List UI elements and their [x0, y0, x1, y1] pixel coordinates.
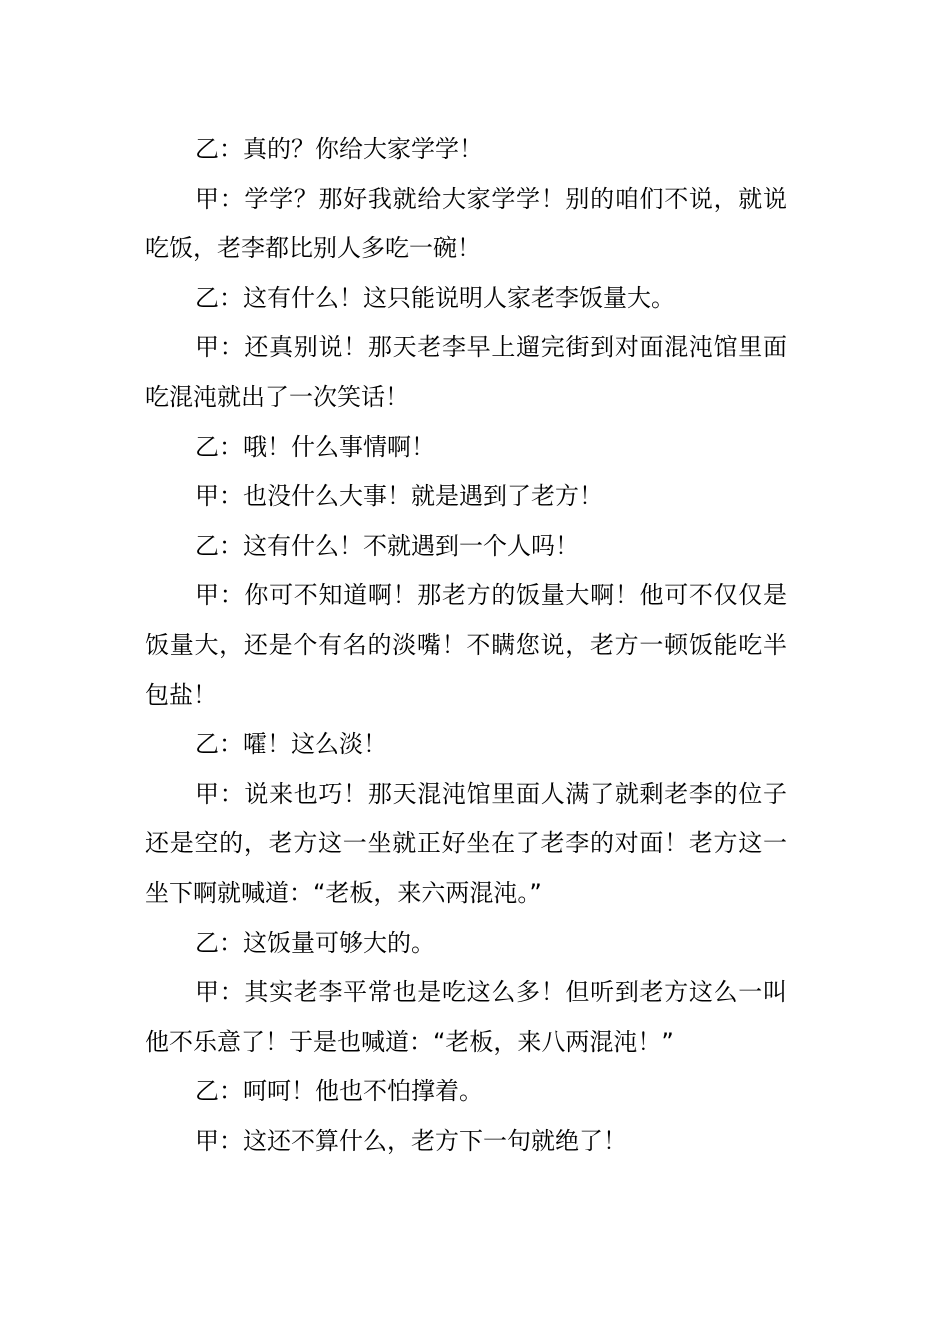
dialogue-paragraph: 乙：这有什么！这只能说明人家老李饭量大。	[195, 283, 675, 312]
dialogue-paragraph: 乙：哦！什么事情啊！	[195, 432, 435, 461]
dialogue-paragraph: 乙：真的？你给大家学学！	[195, 135, 483, 163]
dialogue-paragraph: 甲：学学？那好我就给大家学学！别的咱们不说，就说吃饭，老李都比别人多吃一碗！	[145, 184, 787, 263]
dialogue-paragraph: 甲：还真别说！那天老李早上遛完街到对面混沌馆里面吃混沌就出了一次笑话！	[145, 333, 787, 411]
dialogue-paragraph: 甲：其实老李平常也是吃这么多！但听到老方这么一叫他不乐意了！于是也喊道：“老板，来八两混沌！”	[145, 978, 787, 1056]
dialogue-paragraph: 甲：这还不算什么，老方下一句就绝了！	[195, 1126, 627, 1155]
document-page	[145, 125, 787, 1166]
dialogue-paragraph: 甲：你可不知道啊！那老方的饭量大啊！他可不仅仅是饭量大，还是个有名的淡嘴！不瞒您说，老方一顿饭能吃半包盐！	[145, 581, 787, 709]
dialogue-paragraph: 乙：嚯！这么淡！	[195, 730, 387, 759]
dialogue-paragraph: 甲：说来也巧！那天混沌馆里面人满了就剩老李的位子还是空的，老方这一坐就正好坐在了老李的对面！老方这一坐下啊就喊道：“老板，来六两混沌。”	[145, 779, 787, 907]
dialogue-paragraph: 乙：呵呵！他也不怕撑着。	[195, 1077, 483, 1106]
dialogue-paragraph: 乙：这饭量可够大的。	[195, 928, 435, 957]
dialogue-paragraph: 乙：这有什么！不就遇到一个人吗！	[195, 531, 579, 560]
dialogue-paragraph: 甲：也没什么大事！就是遇到了老方！	[195, 482, 603, 511]
